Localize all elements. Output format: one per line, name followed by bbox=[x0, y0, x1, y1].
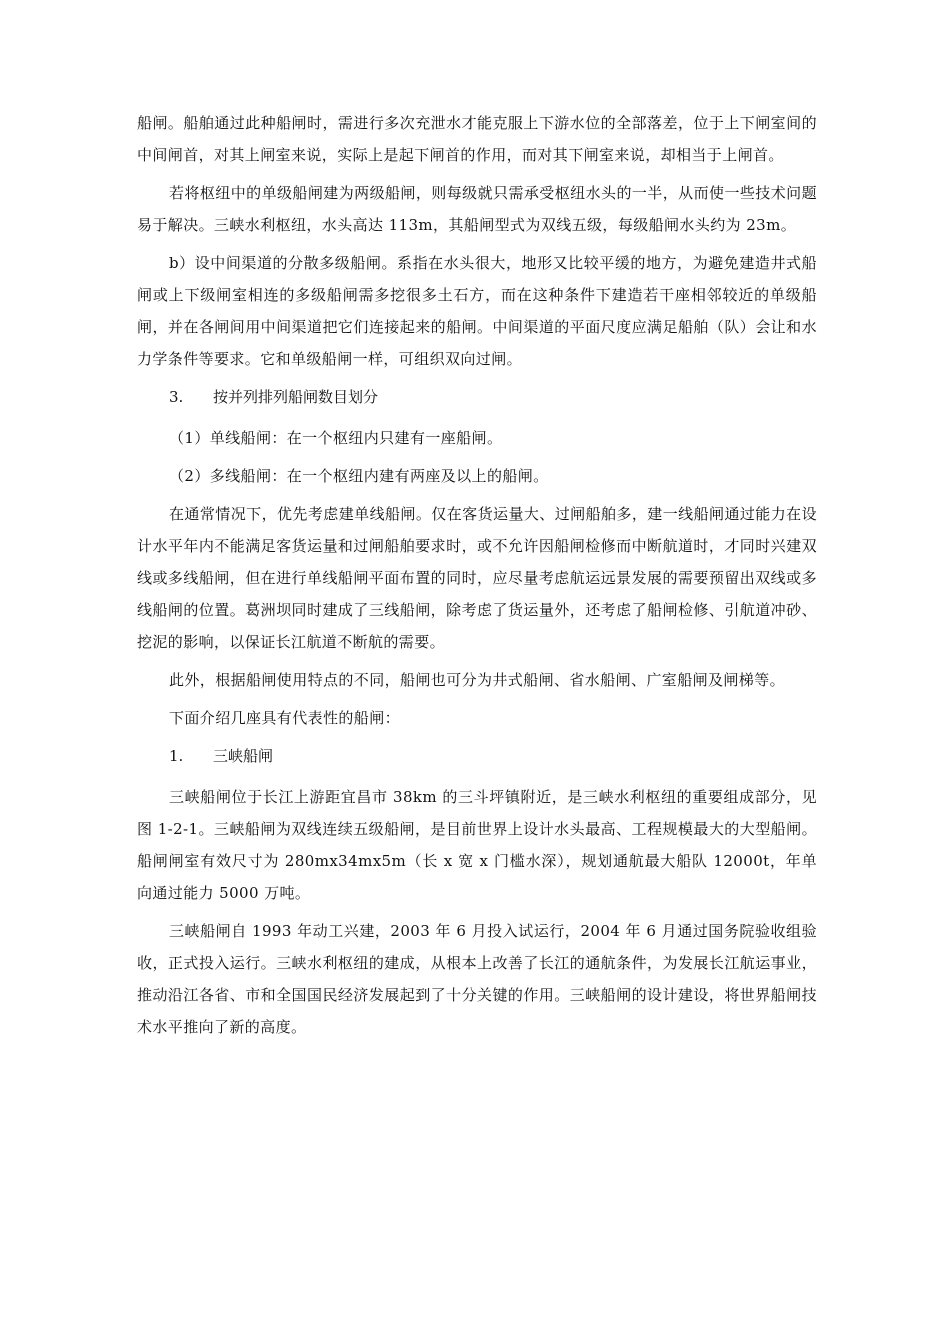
paragraph-single-line-lock: （1）单线船闸：在一个枢纽内只建有一座船闸。 bbox=[169, 429, 503, 447]
paragraph-lock-types: 此外，根据船闸使用特点的不同，船闸也可分为井式船闸、省水船闸、广室船闸及闸梯等。 bbox=[169, 671, 786, 689]
section-heading-1 bbox=[137, 740, 817, 772]
paragraph-three-gorges-history: 三峡船闸自 1993 年动工兴建，2003 年 6 月投入试运行，2004 年 6 月通过国务院验收组验收，正式投入运行。三峡水利枢纽的建成，从根本上改善了长江的通航条件，为发展长江航运事业，推动沿江各省、市和全国国民经济发展起到了十分关键的作用。三峡船闸的设计建设，将世界船闸技术水平推向了新的高度。 bbox=[137, 922, 817, 1036]
section-heading-text: 三峡船闸 bbox=[213, 747, 274, 765]
paragraph-multi-line-lock: （2）多线船闸：在一个枢纽内建有两座及以上的船闸。 bbox=[169, 467, 549, 485]
document-body bbox=[137, 107, 817, 1043]
paragraph-normal-conditions: 在通常情况下，优先考虑建单线船闸。仅在客货运量大、过闸船舶多，建一线船闸通过能力在设计水平年内不能满足客货运量和过闸船舶要求时，或不允许因船闸检修而中断航道时，才同时兴建双线或多线船闸，但在进行单线船闸平面布置的同时，应尽量考虑航运远景发展的需要预留出双线或多线船闸的位置。葛洲坝同时建成了三线船闸，除考虑了货运量外，还考虑了船闸检修、引航道冲砂、挖泥的影响，以保证长江航道不断航的需要。 bbox=[137, 505, 817, 651]
section-heading-number: 1. bbox=[169, 747, 184, 765]
section-heading-3 bbox=[137, 381, 817, 413]
section-heading-number: 3. bbox=[169, 388, 184, 406]
section-heading-text: 按并列排列船闸数目划分 bbox=[213, 388, 379, 406]
paragraph-distributed-lock: b）设中间渠道的分散多级船闸。系指在水头很大，地形又比较平缓的地方，为避免建造井式船闸或上下级闸室相连的多级船闸需多挖很多土石方，而在这种条件下建造若干座相邻较近的单级船闸，并在各闸间用中间渠道把它们连接起来的船闸。中间渠道的平面尺度应满足船舶（队）会让和水力学条件等要求。它和单级船闸一样，可组织双向过闸。 bbox=[137, 254, 817, 368]
paragraph-two-stage-lock: 若将枢纽中的单级船闸建为两级船闸，则每级就只需承受枢纽水头的一半，从而使一些技术问题易于解决。三峡水利枢纽，水头高达 113m，其船闸型式为双线五级，每级船闸水头约为 23m。 bbox=[137, 184, 817, 234]
paragraph-intro-representative: 下面介绍几座具有代表性的船闸： bbox=[169, 709, 401, 727]
paragraph-continuation: 船闸。船舶通过此种船闸时，需进行多次充泄水才能克服上下游水位的全部落差，位于上下闸室间的中间闸首，对其上闸室来说，实际上是起下闸首的作用，而对其下闸室来说，却相当于上闸首。 bbox=[137, 114, 817, 164]
paragraph-three-gorges-overview: 三峡船闸位于长江上游距宜昌市 38km 的三斗坪镇附近，是三峡水利枢纽的重要组成部分，见图 1-2-1。三峡船闸为双线连续五级船闸，是目前世界上设计水头最高、工程规模最大的大型船闸。船闸闸室有效尺寸为 280mx34mx5m（长 x 宽 x 门槛水深），规划通航最大船队 12000t，年单向通过能力 5000 万吨。 bbox=[137, 788, 817, 902]
